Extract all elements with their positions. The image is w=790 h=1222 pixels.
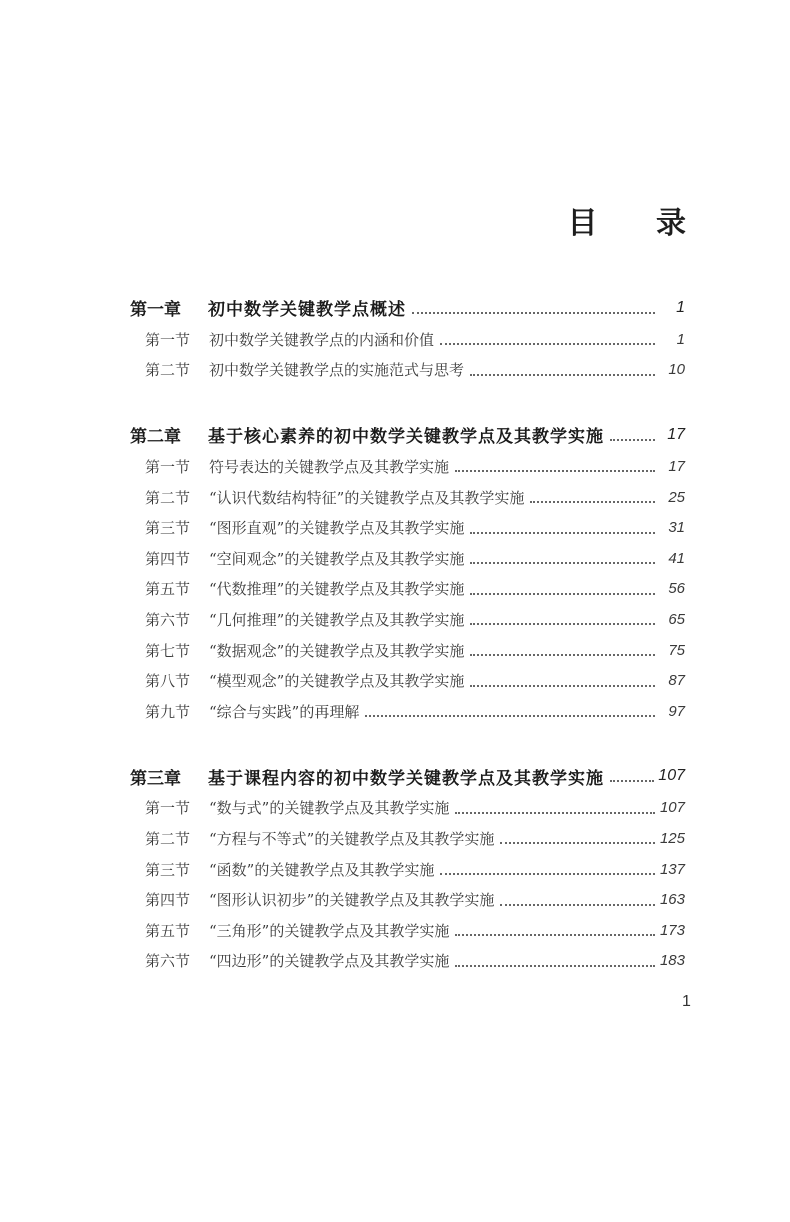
chapter-title: 基于课程内容的初中数学关键教学点及其教学实施 xyxy=(208,768,604,789)
section-page-number: 10 xyxy=(668,361,685,379)
page-title: 目 录 xyxy=(567,206,710,241)
toc-section-entry[interactable] xyxy=(130,512,685,543)
dot-leader xyxy=(470,683,655,687)
section-page-number: 25 xyxy=(668,488,685,506)
dot-leader xyxy=(455,932,655,936)
dot-leader xyxy=(500,902,655,906)
chapter-2 xyxy=(130,419,685,726)
toc-section-entry[interactable] xyxy=(130,696,685,727)
section-number: 第一节 xyxy=(145,330,191,349)
section-page-number: 107 xyxy=(659,799,685,817)
dot-leader xyxy=(470,372,655,376)
section-number: 第二节 xyxy=(145,829,191,848)
chapter-page-number: 17 xyxy=(667,425,685,443)
folio-page-number: 1 xyxy=(682,993,691,1010)
section-page-number: 125 xyxy=(659,829,685,847)
chapter-3 xyxy=(130,761,685,977)
section-title: “代数推理”的关键教学点及其教学实施 xyxy=(209,580,465,599)
section-title: “函数”的关键教学点及其教学实施 xyxy=(209,860,435,879)
chapter-page-number: 1 xyxy=(676,298,685,316)
section-number: 第六节 xyxy=(145,610,191,629)
section-title: “空间观念”的关键教学点及其教学实施 xyxy=(209,549,465,568)
chapter-title: 初中数学关键教学点概述 xyxy=(208,300,406,320)
section-title: “图形直观”的关键教学点及其教学实施 xyxy=(209,519,465,538)
chapter-number: 第三章 xyxy=(130,768,181,789)
section-title: “方程与不等式”的关键教学点及其教学实施 xyxy=(209,829,495,848)
dot-leader xyxy=(500,840,655,844)
section-page-number: 183 xyxy=(659,952,685,970)
section-title: 符号表达的关键教学点及其教学实施 xyxy=(209,457,450,476)
section-page-number: 87 xyxy=(668,672,685,690)
toc-section-entry[interactable] xyxy=(130,451,685,482)
dot-leader xyxy=(455,963,655,967)
section-title: “几何推理”的关键教学点及其教学实施 xyxy=(209,610,465,629)
toc-section-entry[interactable] xyxy=(130,854,685,885)
toc-section-entry[interactable] xyxy=(130,482,685,513)
toc-section-entry[interactable] xyxy=(130,793,685,824)
section-page-number: 75 xyxy=(668,641,685,659)
toc-section-entry[interactable] xyxy=(130,635,685,666)
section-title: “认识代数结构特征”的关键教学点及其教学实施 xyxy=(209,488,525,507)
section-number: 第三节 xyxy=(145,860,191,879)
dot-leader xyxy=(365,713,655,717)
section-page-number: 56 xyxy=(668,580,685,598)
chapter-title: 基于核心素养的初中数学关键教学点及其教学实施 xyxy=(208,427,604,448)
section-page-number: 97 xyxy=(668,702,685,720)
dot-leader xyxy=(530,499,655,503)
section-page-number: 1 xyxy=(676,330,685,348)
section-number: 第四节 xyxy=(145,549,191,568)
dot-leader xyxy=(470,591,655,595)
dot-leader xyxy=(412,310,655,314)
section-number: 第三节 xyxy=(145,519,191,538)
section-number: 第一节 xyxy=(145,799,191,818)
chapter-number: 第一章 xyxy=(130,300,181,320)
dot-leader xyxy=(470,652,655,656)
section-page-number: 137 xyxy=(659,860,685,878)
dot-leader xyxy=(440,871,655,875)
toc-section-entry[interactable] xyxy=(130,574,685,605)
section-page-number: 17 xyxy=(668,457,685,475)
dot-leader xyxy=(470,530,655,534)
section-page-number: 41 xyxy=(668,549,685,567)
section-page-number: 163 xyxy=(659,891,685,909)
section-number: 第六节 xyxy=(145,952,191,971)
section-page-number: 173 xyxy=(659,921,685,939)
section-title: “数据观念”的关键教学点及其教学实施 xyxy=(209,641,465,660)
dot-leader xyxy=(440,341,655,345)
section-page-number: 31 xyxy=(668,519,685,537)
dot-leader xyxy=(470,621,655,625)
dot-leader xyxy=(455,810,655,814)
toc-section-entry[interactable] xyxy=(130,915,685,946)
toc-section-entry[interactable] xyxy=(130,884,685,915)
section-title: “三角形”的关键教学点及其教学实施 xyxy=(209,921,450,940)
section-number: 第二节 xyxy=(145,488,191,507)
toc-section-entry[interactable] xyxy=(130,665,685,696)
chapter-number: 第二章 xyxy=(130,427,181,448)
section-title: “图形认识初步”的关键教学点及其教学实施 xyxy=(209,891,495,910)
section-title: “数与式”的关键教学点及其教学实施 xyxy=(209,799,450,818)
section-number: 第二节 xyxy=(145,361,191,380)
chapter-1-entry[interactable] xyxy=(130,292,685,323)
section-number: 第八节 xyxy=(145,672,191,691)
toc-section-entry[interactable] xyxy=(130,355,685,386)
section-title: “四边形”的关键教学点及其教学实施 xyxy=(209,952,450,971)
chapter-page-number: 107 xyxy=(658,767,685,785)
dot-leader xyxy=(610,778,654,782)
section-number: 第五节 xyxy=(145,921,191,940)
toc-section-entry[interactable] xyxy=(130,823,685,854)
dot-leader xyxy=(470,560,655,564)
section-number: 第七节 xyxy=(145,641,191,660)
toc-section-entry[interactable] xyxy=(130,946,685,977)
section-title: “综合与实践”的再理解 xyxy=(209,702,360,721)
section-page-number: 65 xyxy=(668,610,685,628)
section-number: 第一节 xyxy=(145,457,191,476)
toc-section-entry[interactable] xyxy=(130,543,685,574)
section-title: 初中数学关键教学点的实施范式与思考 xyxy=(209,361,465,380)
toc-section-entry[interactable] xyxy=(130,604,685,635)
chapter-1 xyxy=(130,292,685,385)
chapter-2-entry[interactable] xyxy=(130,419,685,450)
dot-leader xyxy=(610,437,655,441)
toc-section-entry[interactable] xyxy=(130,324,685,355)
dot-leader xyxy=(455,468,655,472)
section-title: 初中数学关键教学点的内涵和价值 xyxy=(209,330,435,349)
chapter-3-entry[interactable] xyxy=(130,761,685,792)
section-number: 第五节 xyxy=(145,580,191,599)
section-title: “模型观念”的关键教学点及其教学实施 xyxy=(209,672,465,691)
section-number: 第四节 xyxy=(145,891,191,910)
section-number: 第九节 xyxy=(145,702,191,721)
table-of-contents xyxy=(130,292,685,1010)
